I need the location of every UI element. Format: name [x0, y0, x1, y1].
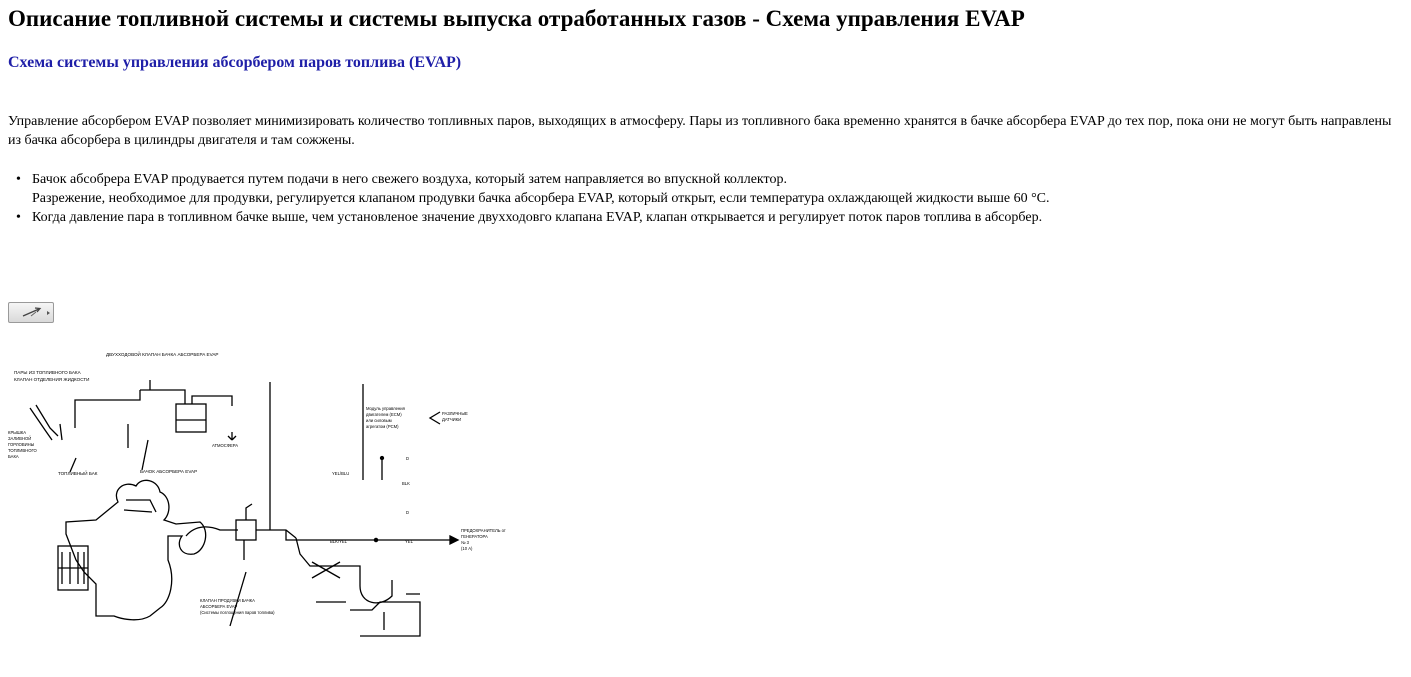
label-fuse-1: ПРЕДОХРАНИТЕЛЬ от	[461, 528, 506, 533]
label-filler-cap-5: БАКА	[8, 454, 19, 459]
label-wire-blk-yel: BLK/YEL	[330, 539, 347, 544]
label-filler-cap-4: ТОПЛИВНОГО	[8, 448, 37, 453]
label-ecm-3: или силовым	[366, 418, 392, 423]
list-item	[14, 170, 1394, 208]
label-ecm-1: Модуль управления	[366, 406, 405, 411]
label-fuel-tank: ТОПЛИВНЫЙ БАК	[58, 471, 98, 476]
label-pin-d-1: D	[406, 456, 410, 461]
label-purge-1: КЛАПАН ПРОДУВКИ БАЧКА	[200, 598, 255, 603]
bullet-list	[14, 170, 1394, 227]
evap-control-diagram	[0, 340, 530, 645]
label-sensors-2: ДАТЧИКИ	[442, 417, 462, 422]
bullet-1-line-1: Бачок абсобрера EVAP продувается путем подачи в него свежего воздуха, который затем направляется во впускной коллектор.	[32, 172, 787, 187]
label-tank-vapors: ПАРЫ ИЗ ТОПЛИВНОГО БАКА	[14, 370, 81, 375]
section-subtitle: Схема системы управления абсорбером паров топлива (EVAP)	[8, 54, 462, 71]
label-ecm-3b: агрегатом (PCM)	[366, 424, 399, 429]
label-separator-valve: КЛАПАН ОТДЕЛЕНИЯ ЖИДКОСТИ	[14, 377, 90, 382]
label-ecm-2: двигателем (ECM)	[366, 412, 402, 417]
bullet-2-line-1: Когда давление пара в топливном бачке выше, чем установленое значение двухходовго клапана EVAP, клапан открывается и регулирует поток паров топлива в абсорбер.	[32, 210, 1043, 225]
label-wire-yel-blu: YEL/BLU	[332, 471, 350, 476]
label-wire-blk: BLK	[402, 481, 410, 486]
zoom-image-button[interactable]	[8, 302, 54, 323]
intro-paragraph: Управление абсорбером EVAP позволяет минимизировать количество топливных паров, выходящих в атмосферу. Пары из топливного бака временно хранятся в бачке абсорбера EVAP до тех пор, пока они не могут быть направлены из бачка абсорбера в цилиндры двигателя и там сожжены.	[8, 114, 1392, 148]
label-fuse-3: № 3	[461, 540, 469, 545]
label-purge-2: АБСОРБЕРА EVAP	[200, 604, 238, 609]
label-fuse-2: ГЕНЕРАТОРА	[461, 534, 488, 539]
label-purge-3: (Системы поглощения паров топлива)	[200, 610, 275, 615]
list-item	[14, 208, 1394, 227]
label-fuse-4: (10 А)	[461, 546, 473, 551]
bullet-1-line-2: Разрежение, необходимое для продувки, регулируется клапаном продувки бачка абсорбера EVAP, который открыт, если температура охлаждающей жидкости выше 60 °С.	[32, 191, 1050, 206]
label-atmosphere: АТМОСФЕРА	[212, 443, 239, 448]
label-canister: БАЧОК АБСОРБЕРА EVAP	[140, 469, 198, 474]
label-pin-d-2: D	[406, 510, 410, 515]
label-two-way-valve: ДВУХХОДОВОЙ КЛАПАН БАЧКА АБСОРБЕРА EVAP	[106, 352, 219, 357]
label-filler-cap-1: КРЫШКА	[8, 430, 27, 435]
label-filler-cap-3: ГОРЛОВИНЫ	[8, 442, 35, 447]
page-title: Описание топливной системы и системы выпуска отработанных газов - Схема управления EVAP	[8, 6, 1025, 31]
label-filler-cap-2: ЗАЛИВНОЙ	[8, 436, 32, 441]
magnify-arrow-icon	[9, 303, 53, 322]
label-wire-yel: YEL	[405, 539, 413, 544]
label-sensors-1: РАЗЛИЧНЫЕ	[442, 411, 468, 416]
